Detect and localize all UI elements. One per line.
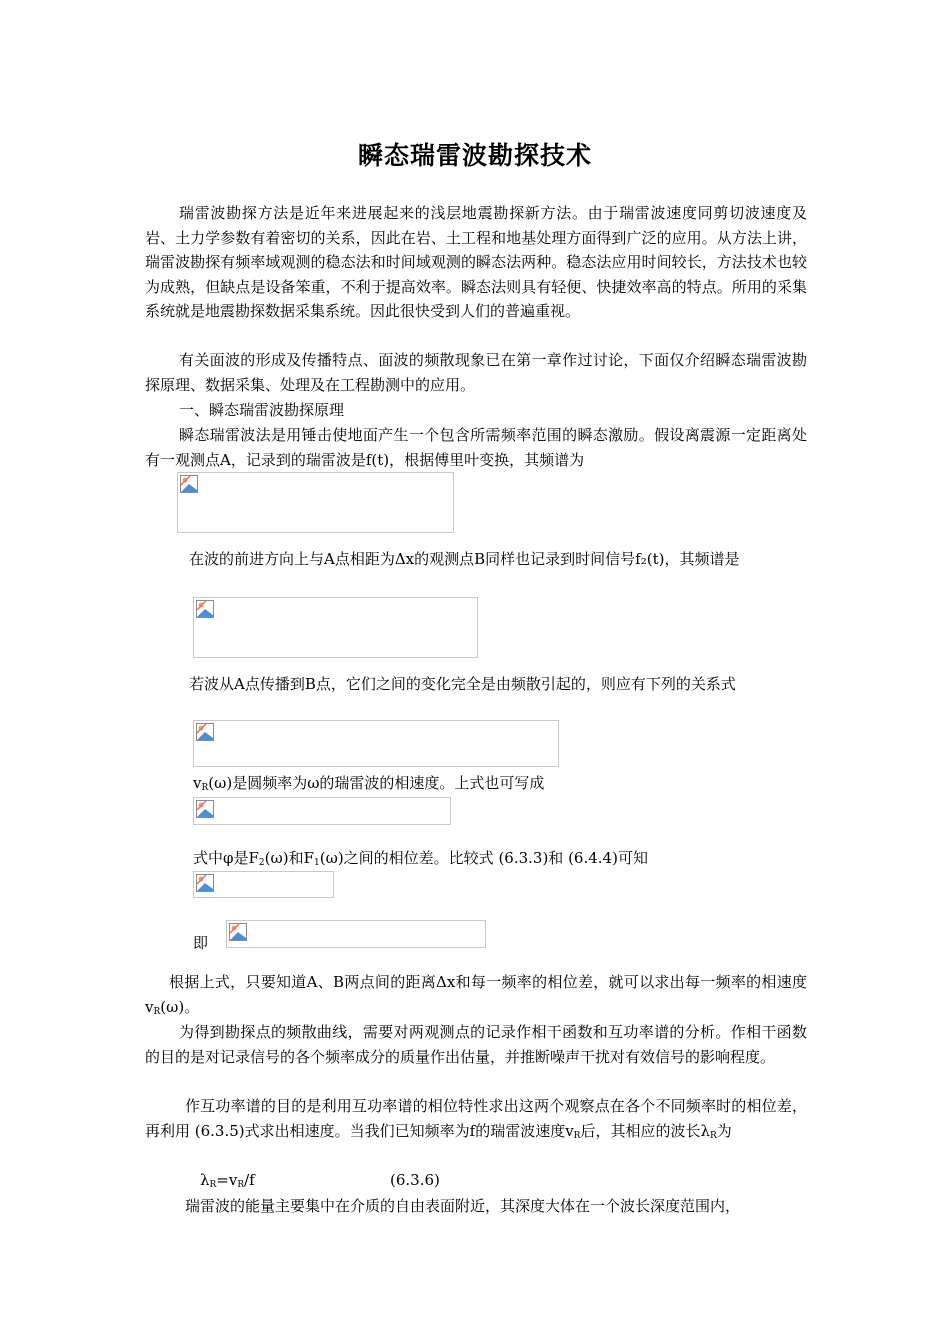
- paragraph-conclusion: 根据上式，只要知道A、B两点间的距离Δx和每一频率的相位差，就可以求出每一频率的相速度$v_R(\omega)$。: [145, 973, 807, 1017]
- ji-label: 即: [193, 934, 209, 952]
- broken-image-icon: [180, 475, 198, 493]
- paragraph-cross-spectrum: 作互功率谱的目的是利用互功率谱的相位特性求出这两个观察点在各个不同频率时的相位差，再利用 (6.3.5)式求出相速度。当我们已知频率为f的瑞雷波速度$v_R$后，其相应的波长$\lambda_R$为: [145, 1097, 807, 1141]
- paragraph-point-b: 在波的前进方向上与A点相距为Δx的观测点B同样也记录到时间信号f₂(t)，其频谱是: [189, 550, 740, 568]
- paragraph-intro: 瑞雷波勘探方法是近年来进展起来的浅层地震勘探新方法。由于瑞雷波速度同剪切波速度及岩、土力学参数有着密切的关系，因此在岩、土工程和地基处理方面得到广泛的应用。从方法上讲，瑞雷波勘探有频率域观测的稳态法和时间域观测的瞬态法两种。稳态法应用时间较长，方法技术也较为成熟，但缺点是设备笨重，不利于提高效率。瞬态法则具有轻便、快捷效率高的特点。所用的采集系统就是地震勘探数据采集系统。因此很快受到人们的普遍重视。: [145, 204, 807, 320]
- broken-image-icon: [196, 600, 214, 618]
- document-title: 瞬态瑞雷波勘探技术: [357, 141, 592, 170]
- formula-number: (6.3.6): [390, 1171, 440, 1189]
- paragraph-dispersion: 若波从A点传播到B点，它们之间的变化完全是由频散引起的，则应有下列的关系式: [189, 675, 736, 693]
- broken-image-icon: [196, 874, 214, 892]
- section-heading: 一、瞬态瑞雷波勘探原理: [179, 401, 345, 419]
- paragraph-energy: 瑞雷波的能量主要集中在介质的自由表面附近，其深度大体在一个波长深度范围内，: [185, 1197, 741, 1215]
- paragraph-principle: 瞬态瑞雷波法是用锤击使地面产生一个包含所需频率范围的瞬态激励。假设离震源一定距离处有一观测点A，记录到的瑞雷波是f(t)，根据傅里叶变换，其频谱为: [145, 426, 807, 469]
- formula-image-4: [193, 797, 451, 825]
- formula-image-1: [177, 472, 454, 533]
- formula-image-2: [193, 597, 478, 658]
- phase-difference-line: 式中φ是$F_2(\omega)$和$F_1(\omega)$之间的相位差。比较式 (6.3.3)和 (6.4.4)可知: [193, 849, 648, 868]
- paragraph-surface-wave: 有关面波的形成及传播特点、面波的频散现象已在第一章作过讨论，下面仅介绍瞬态瑞雷波勘探原理、数据采集、处理及在工程勘测中的应用。: [145, 351, 807, 394]
- phase-velocity-line: $v_R(\omega)$是圆频率为ω的瑞雷波的相速度。上式也可写成: [193, 774, 545, 793]
- broken-image-icon: [196, 800, 214, 818]
- formula-image-5: [193, 871, 334, 898]
- paragraph-coherence: 为得到勘探点的频散曲线，需要对两观测点的记录作相干函数和互功率谱的分析。作相干函数的目的是对记录信号的各个频率成分的质量作出估量，并推断噪声干扰对有效信号的影响程度。: [145, 1023, 807, 1066]
- wavelength-formula: $\lambda_R=v_R/f$: [200, 1171, 255, 1190]
- broken-image-icon: [229, 923, 247, 941]
- formula-image-3: [193, 720, 559, 767]
- formula-image-6: [226, 920, 486, 948]
- broken-image-icon: [196, 723, 214, 741]
